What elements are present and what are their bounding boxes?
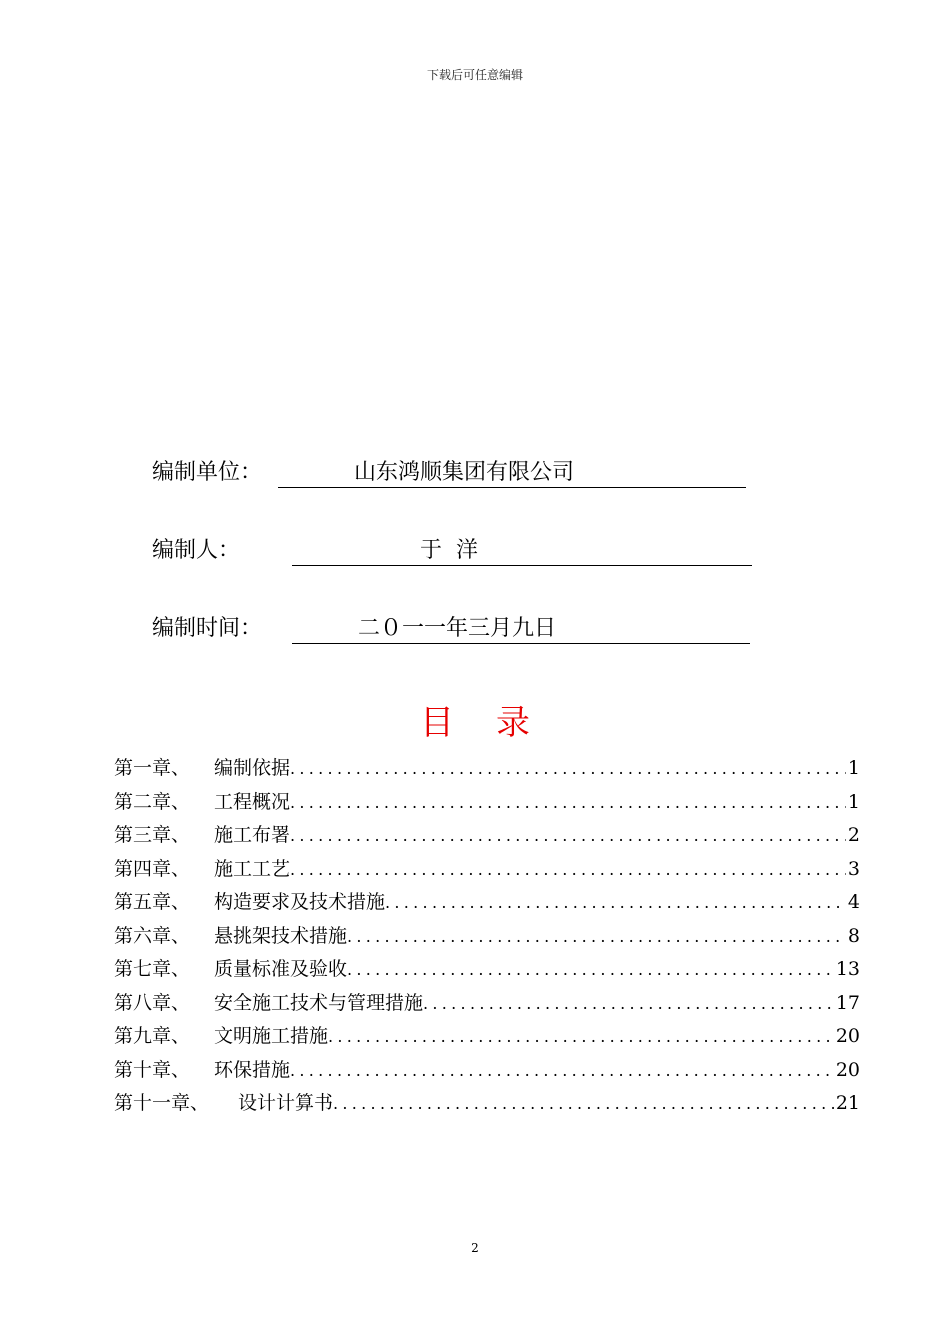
toc-page: 13: [835, 958, 860, 980]
page-number: 2: [471, 1241, 479, 1255]
toc-item[interactable]: [114, 786, 860, 820]
toc-leader-dots: [347, 920, 846, 954]
toc-page: 1: [847, 757, 860, 779]
toc-title: 目录: [420, 703, 572, 743]
toc-leader-dots: [290, 819, 846, 853]
toc-name: 质量标准及验收: [214, 958, 348, 980]
toc-item[interactable]: [114, 819, 860, 853]
toc-chapter: 第一章、: [114, 757, 191, 779]
toc-name: 构造要求及技术措施: [214, 891, 386, 913]
toc-name: 文明施工措施: [214, 1025, 329, 1047]
toc-leader-dots: [328, 1020, 834, 1054]
toc-leader-dots: [423, 987, 834, 1021]
toc-chapter: 第五章、: [114, 891, 191, 913]
toc-chapter: 第十章、: [114, 1058, 191, 1081]
toc-leader-dots: [290, 1054, 834, 1088]
date-label: 编制时间：: [152, 616, 263, 641]
toc-item[interactable]: [114, 853, 860, 887]
toc-item[interactable]: [114, 886, 860, 920]
toc-chapter: 第八章、: [114, 991, 191, 1014]
toc-leader-dots: [290, 786, 846, 820]
toc-chapter: 第三章、: [114, 824, 191, 846]
toc-chapter: 第十一章、: [114, 1092, 210, 1114]
toc-page: 21: [835, 1092, 860, 1114]
toc-name: 环保措施: [214, 1058, 291, 1081]
toc-page: 20: [835, 1025, 860, 1047]
toc-leader-dots: [333, 1087, 834, 1121]
toc-item[interactable]: [114, 1054, 860, 1088]
table-of-contents: [114, 752, 860, 1121]
toc-item[interactable]: [114, 920, 860, 954]
toc-page: 4: [847, 891, 860, 913]
toc-page: 20: [835, 1058, 860, 1081]
date-value-field: [292, 612, 750, 644]
toc-leader-dots: [290, 752, 846, 786]
toc-chapter: 第四章、: [114, 857, 191, 880]
toc-chapter: 第六章、: [114, 924, 191, 947]
toc-item[interactable]: [114, 752, 860, 786]
toc-name: 安全施工技术与管理措施: [214, 991, 424, 1014]
toc-name: 设计计算书: [238, 1092, 334, 1114]
toc-page: 17: [835, 991, 860, 1014]
toc-page: 8: [847, 924, 860, 947]
toc-chapter: 第九章、: [114, 1025, 191, 1047]
toc-page: 2: [847, 824, 860, 846]
toc-chapter: 第七章、: [114, 958, 191, 980]
toc-page: 1: [847, 790, 860, 813]
person-value: 于 洋: [420, 538, 478, 563]
toc-leader-dots: [290, 853, 846, 887]
unit-value-field: [278, 456, 746, 488]
toc-leader-dots: [385, 886, 846, 920]
toc-item[interactable]: [114, 987, 860, 1021]
unit-label: 编制单位：: [152, 460, 263, 485]
person-value-field: [292, 534, 752, 566]
toc-name: 悬挑架技术措施: [214, 924, 348, 947]
date-value: 二０一一年三月九日: [358, 616, 557, 641]
toc-name: 编制依据: [214, 757, 291, 779]
toc-name: 施工工艺: [214, 857, 291, 880]
header-note: 下载后可任意编辑: [426, 68, 523, 82]
toc-item[interactable]: [114, 1087, 860, 1121]
unit-value: 山东鸿顺集团有限公司: [354, 460, 575, 485]
toc-name: 工程概况: [214, 790, 291, 813]
person-label: 编制人：: [152, 538, 241, 563]
toc-item[interactable]: [114, 953, 860, 987]
toc-leader-dots: [347, 953, 834, 987]
toc-item[interactable]: [114, 1020, 860, 1054]
toc-page: 3: [847, 857, 860, 880]
toc-chapter: 第二章、: [114, 790, 191, 813]
toc-name: 施工布署: [214, 824, 291, 846]
